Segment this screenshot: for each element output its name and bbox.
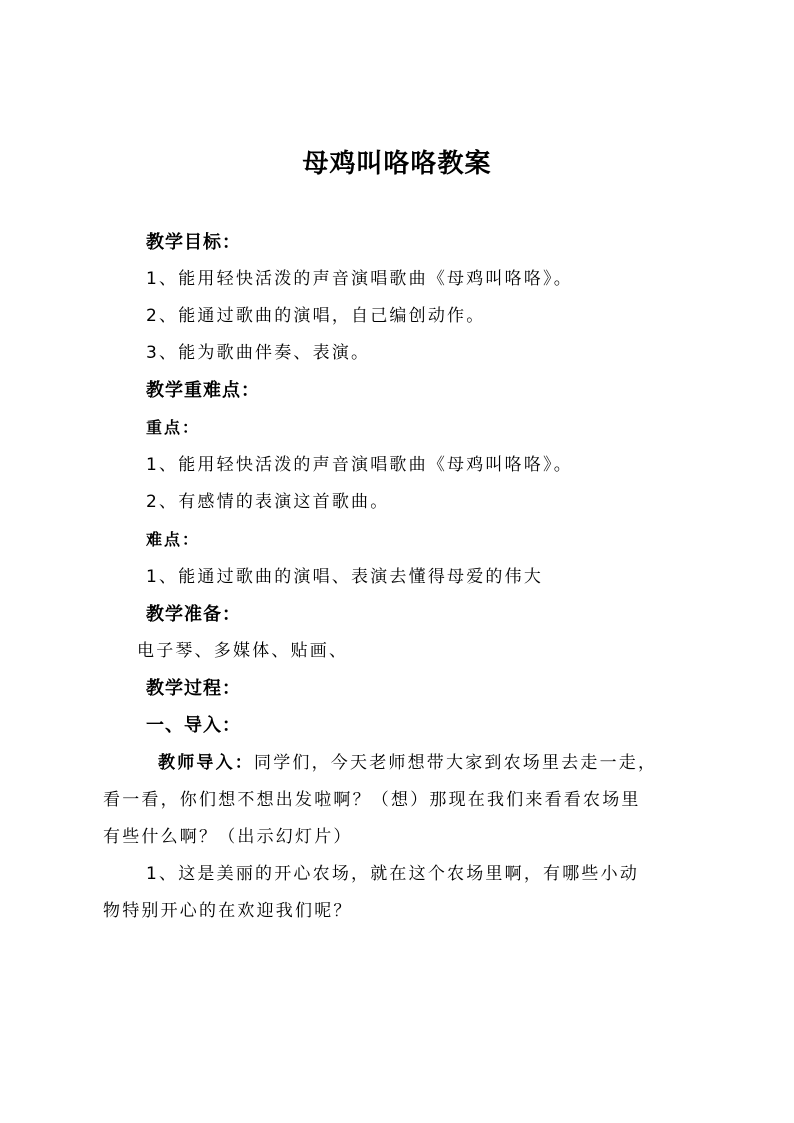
key-heading: 教学重难点：: [146, 380, 260, 401]
key-subheading: 重点：: [146, 418, 201, 437]
prep-heading: 教学准备：: [146, 604, 241, 625]
prep-text: 电子琴、多媒体、贴画、: [137, 641, 349, 661]
document-title: 母鸡叫咯咯教案: [302, 149, 492, 179]
intro-label: 教师导入：: [158, 753, 254, 773]
key-point-2: 2、有感情的表演这首歌曲。: [146, 492, 390, 512]
intro-line-1: [158, 755, 657, 772]
goal-item-1: 1、能用轻快活泼的声音演唱歌曲《母鸡叫咯咯》。: [146, 269, 573, 289]
goal-item-3: 3、能为歌曲伴奏、表演。: [146, 343, 371, 363]
key-point-1: 1、能用轻快活泼的声音演唱歌曲《母鸡叫咯咯》。: [146, 455, 573, 475]
process-heading: 教学过程：: [146, 678, 241, 699]
step1-line-2: 物特别开心的在欢迎我们呢？: [103, 901, 353, 921]
goal-item-2: 2、能通过歌曲的演唱，自己编创动作。: [146, 306, 486, 326]
intro-heading: 一、导入：: [146, 715, 241, 736]
intro-line-2: 看一看，你们想不想出发啦啊？（想）那现在我们来看看农场里: [103, 790, 641, 810]
difficult-subheading: 难点：: [146, 530, 201, 549]
difficult-point-1: 1、能通过歌曲的演唱、表演去懂得母爱的伟大: [146, 567, 544, 587]
step1-line-1: 1、这是美丽的开心农场，就在这个农场里啊，有哪些小动: [146, 864, 640, 884]
intro-text-1: 同学们，今天老师想带大家到农场里去走一走，: [254, 753, 658, 773]
goals-heading: 教学目标：: [146, 232, 241, 253]
intro-line-3: 有些什么啊？（出示幻灯片）: [103, 827, 353, 847]
